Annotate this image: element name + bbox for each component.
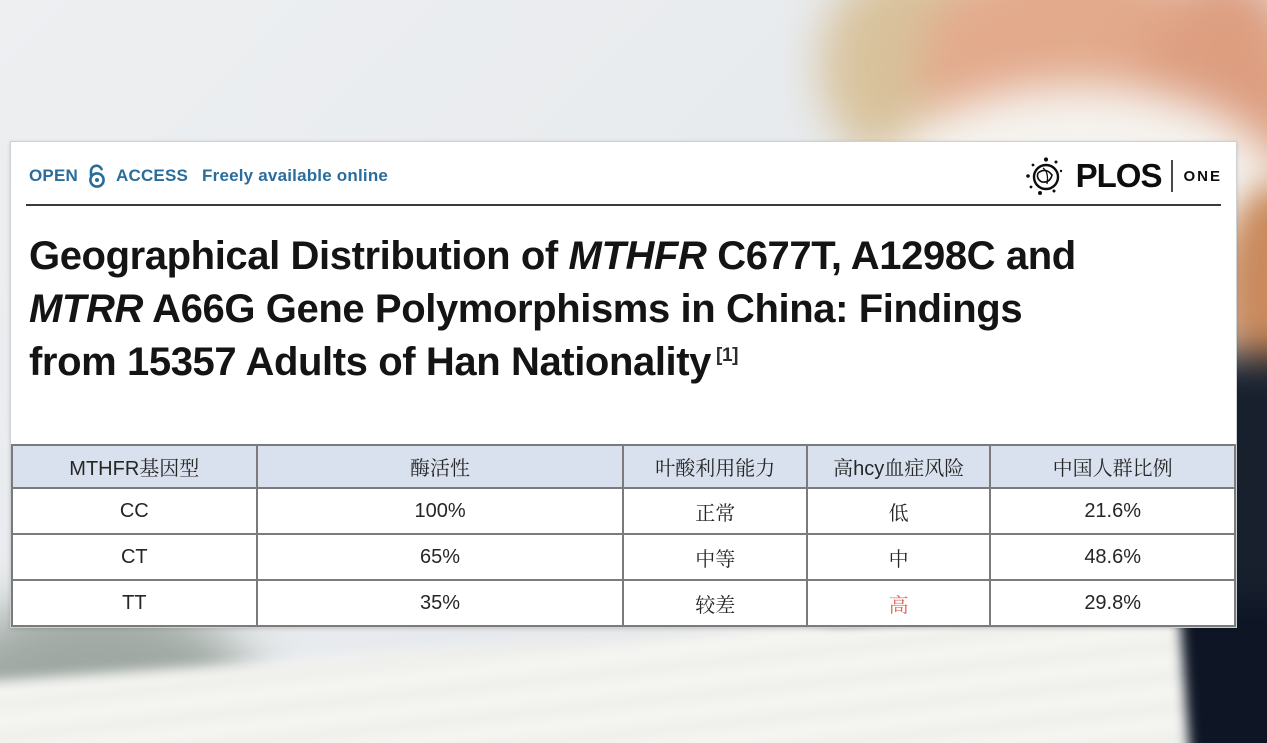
paper-title — [29, 230, 1218, 390]
table-header-row — [12, 445, 1235, 488]
cell-ratio: 21.6% — [990, 488, 1235, 534]
table-row-cc — [12, 488, 1235, 534]
cell-folate: 正常 — [623, 488, 806, 534]
open-access-access-label: ACCESS — [115, 166, 189, 185]
open-access-banner — [29, 163, 388, 189]
cell-risk: 低 — [807, 488, 990, 534]
title-text: C677T, A1298C and — [706, 234, 1076, 278]
title-gene-mtrr: MTRR — [29, 287, 143, 332]
cell-folate: 中等 — [623, 534, 806, 580]
cell-folate: 较差 — [623, 580, 806, 626]
plos-one-logo — [1023, 153, 1222, 199]
cell-ratio: 48.6% — [990, 534, 1235, 580]
header-genotype: MTHFR基因型 — [12, 445, 257, 488]
journal-masthead — [11, 142, 1236, 204]
cell-genotype: CT — [12, 534, 257, 580]
plos-wordmark: PLOS — [1075, 157, 1162, 194]
title-text: A66G Gene Polymorphisms in China: Findings — [142, 287, 1023, 332]
cell-risk-high: 高 — [807, 580, 990, 626]
cell-enzyme: 100% — [257, 488, 624, 534]
cell-genotype: CC — [12, 488, 257, 534]
title-text: from 15357 Adults of Han Nationality — [29, 340, 712, 385]
open-access-open-label: OPEN — [29, 166, 78, 185]
title-reference-marker: [1] — [716, 345, 739, 367]
header-folate-utilization: 叶酸利用能力 — [623, 445, 806, 488]
cell-enzyme: 65% — [257, 534, 624, 580]
header-hcy-risk: 高hcy血症风险 — [807, 445, 990, 488]
title-text: Geographical Distribution of — [29, 234, 569, 278]
freely-available-text: Freely available online — [202, 166, 389, 185]
plos-globe-icon — [1023, 153, 1069, 199]
article-card — [10, 141, 1237, 628]
table-row-ct — [12, 534, 1235, 580]
header-population-ratio: 中国人群比例 — [990, 445, 1235, 488]
genotype-table — [11, 444, 1236, 627]
table-row-tt — [12, 580, 1235, 626]
masthead-divider-rule — [26, 204, 1221, 206]
title-gene-mthfr: MTHFR — [568, 234, 707, 278]
plos-one-edition-label: ONE — [1183, 167, 1222, 185]
cell-ratio: 29.8% — [990, 580, 1235, 626]
cell-enzyme: 35% — [257, 580, 624, 626]
header-enzyme-activity: 酶活性 — [257, 445, 624, 488]
cell-risk: 中 — [807, 534, 990, 580]
open-lock-icon — [85, 163, 109, 189]
cell-genotype: TT — [12, 580, 257, 626]
plos-logo-divider — [1171, 160, 1173, 192]
